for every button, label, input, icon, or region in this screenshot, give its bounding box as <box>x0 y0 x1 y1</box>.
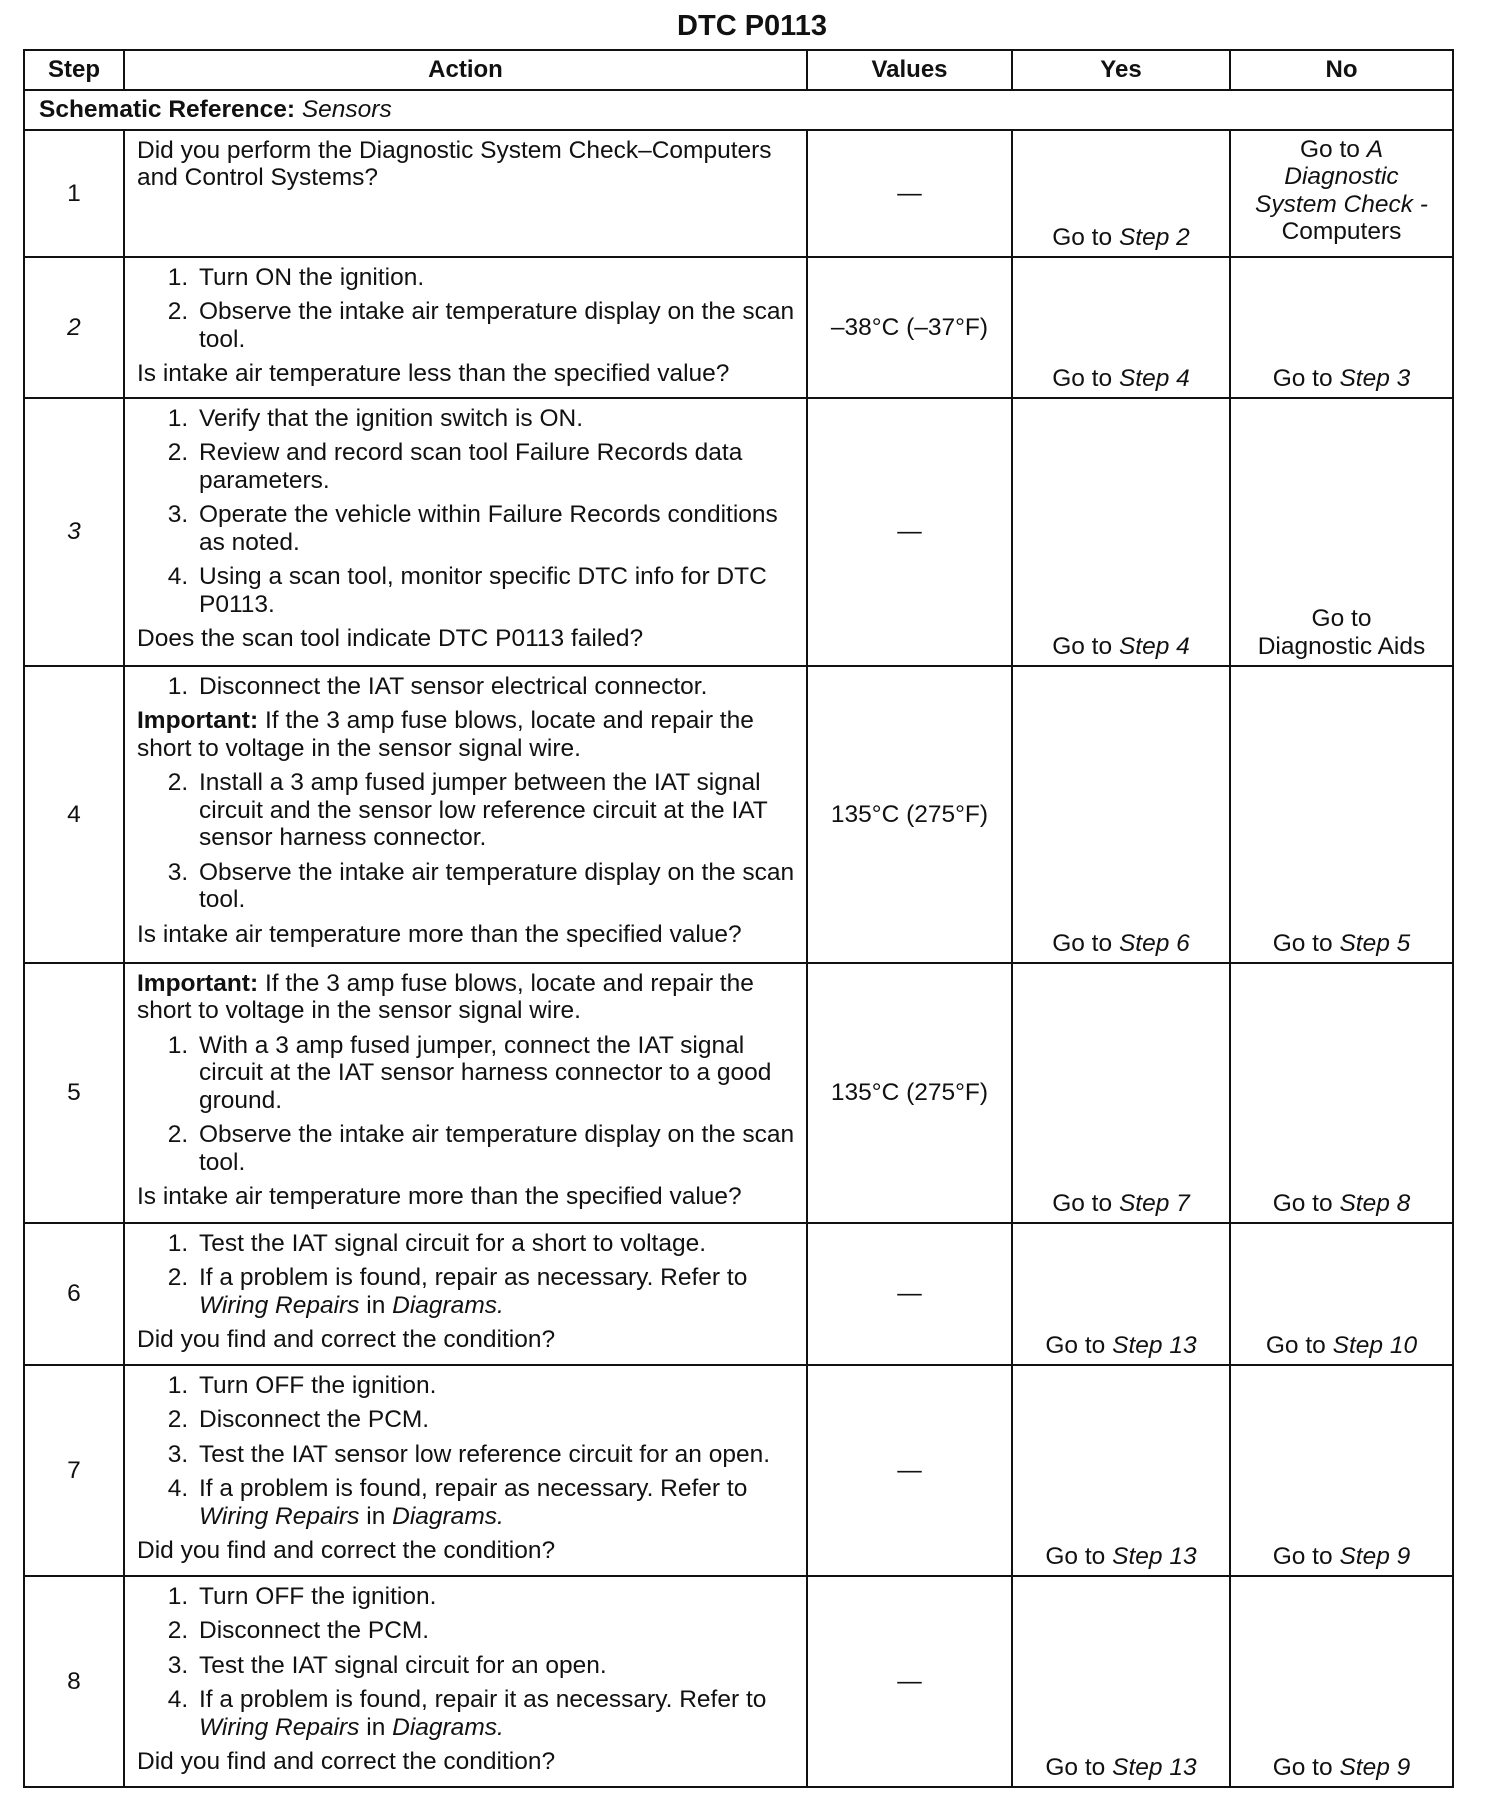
step-question: Is intake air temperature more than the specified value? <box>137 1183 742 1211</box>
step-row-8 <box>24 1576 1453 1787</box>
action-cell <box>124 1223 807 1365</box>
action-item: 3. Observe the intake air temperature display on the scan tool. <box>195 859 798 914</box>
value-cell: 135°C (275°F) <box>807 963 1012 1223</box>
no-cell: Go to Step 9 <box>1230 1365 1453 1576</box>
yes-cell: Go to Step 7 <box>1012 963 1230 1223</box>
action-item: 1. Turn OFF the ignition. <box>195 1583 798 1610</box>
value-cell: 135°C (275°F) <box>807 666 1012 963</box>
step-number: 3 <box>24 398 124 666</box>
important-note: Important: If the 3 amp fuse blows, locate and repair the short to voltage in the sensor signal wire. <box>137 970 754 1025</box>
step-question: Is intake air temperature less than the specified value? <box>137 360 730 388</box>
header-no: No <box>1230 50 1453 90</box>
yes-cell: Go to Step 13 <box>1012 1365 1230 1576</box>
step-number: 8 <box>24 1576 124 1787</box>
action-item: 1. Verify that the ignition switch is ON. <box>195 405 798 432</box>
step-number: 4 <box>24 666 124 963</box>
step-row-6 <box>24 1223 1453 1365</box>
step-number: 2 <box>24 257 124 398</box>
no-cell: Go to Step 10 <box>1230 1223 1453 1365</box>
yes-cell: Go to Step 13 <box>1012 1576 1230 1787</box>
step-row-7 <box>24 1365 1453 1576</box>
step-question: Did you find and correct the condition? <box>137 1748 556 1776</box>
schematic-reference: Schematic Reference: Sensors <box>24 90 1453 130</box>
action-item: 3. Operate the vehicle within Failure Records conditions as noted. <box>195 501 798 556</box>
no-cell: Go to Step 9 <box>1230 1576 1453 1787</box>
action-cell <box>124 257 807 398</box>
action-item: 2. Disconnect the PCM. <box>195 1406 798 1433</box>
yes-cell: Go to Step 2 <box>1012 130 1230 257</box>
action-item: 2. Review and record scan tool Failure Records data parameters. <box>195 439 798 494</box>
step-number: 6 <box>24 1223 124 1365</box>
step-question: Did you find and correct the condition? <box>137 1537 556 1565</box>
schematic-reference-row <box>24 90 1453 130</box>
no-cell: Go to A Diagnostic System Check - Computers <box>1230 130 1453 257</box>
step-question: Does the scan tool indicate DTC P0113 failed? <box>137 625 644 653</box>
action-cell <box>124 1576 807 1787</box>
action-item: 2. Disconnect the PCM. <box>195 1617 798 1644</box>
action-item: 1. Disconnect the IAT sensor electrical connector. <box>195 673 798 700</box>
step-number: 5 <box>24 963 124 1223</box>
action-cell <box>124 963 807 1223</box>
step-row-5 <box>24 963 1453 1223</box>
step-row-3 <box>24 398 1453 666</box>
no-cell: Go to Step 5 <box>1230 666 1453 963</box>
step-question: Did you perform the Diagnostic System Check–Computers and Control Systems? <box>137 137 772 192</box>
header-step: Step <box>24 50 124 90</box>
value-cell: — <box>807 130 1012 257</box>
action-item: 1. Turn ON the ignition. <box>195 264 798 291</box>
step-question: Is intake air temperature more than the specified value? <box>137 920 742 948</box>
step-row-4 <box>24 666 1453 963</box>
action-item: 2. Observe the intake air temperature display on the scan tool. <box>195 298 798 353</box>
step-question: Did you find and correct the condition? <box>137 1326 556 1354</box>
page-title: DTC P0113 <box>677 10 827 42</box>
step-number: 1 <box>24 130 124 257</box>
header-yes: Yes <box>1012 50 1230 90</box>
action-cell <box>124 1365 807 1576</box>
action-cell <box>124 666 807 963</box>
header-values: Values <box>807 50 1012 90</box>
value-cell: — <box>807 1365 1012 1576</box>
action-item: 1. Test the IAT signal circuit for a short to voltage. <box>195 1230 798 1257</box>
no-cell: Go to Diagnostic Aids <box>1230 398 1453 666</box>
action-item: 3. Test the IAT signal circuit for an open. <box>195 1652 798 1679</box>
action-cell <box>124 130 807 257</box>
step-row-2 <box>24 257 1453 398</box>
header-row <box>24 50 1453 90</box>
action-item: 2. Install a 3 amp fused jumper between the IAT signal circuit and the sensor low reference circuit at the IAT sensor harness connector. <box>195 769 798 851</box>
action-item: 2. If a problem is found, repair as necessary. Refer to Wiring Repairs in Diagrams. <box>195 1264 798 1319</box>
value-cell: — <box>807 398 1012 666</box>
value-cell: — <box>807 1223 1012 1365</box>
diagnostic-table <box>23 49 1454 1788</box>
action-item: 1. Turn OFF the ignition. <box>195 1372 798 1399</box>
yes-cell: Go to Step 4 <box>1012 398 1230 666</box>
no-cell: Go to Step 8 <box>1230 963 1453 1223</box>
value-cell: –38°C (–37°F) <box>807 257 1012 398</box>
action-item: 4. If a problem is found, repair it as necessary. Refer to Wiring Repairs in Diagrams. <box>195 1686 798 1741</box>
action-item: 2. Observe the intake air temperature display on the scan tool. <box>195 1121 798 1176</box>
step-row-1 <box>24 130 1453 257</box>
action-cell <box>124 398 807 666</box>
action-item: 4. If a problem is found, repair as necessary. Refer to Wiring Repairs in Diagrams. <box>195 1475 798 1530</box>
no-cell: Go to Step 3 <box>1230 257 1453 398</box>
action-item: 1. With a 3 amp fused jumper, connect the IAT signal circuit at the IAT sensor harness connector to a good ground. <box>195 1032 798 1114</box>
action-item: 4. Using a scan tool, monitor specific DTC info for DTC P0113. <box>195 563 798 618</box>
yes-cell: Go to Step 13 <box>1012 1223 1230 1365</box>
yes-cell: Go to Step 4 <box>1012 257 1230 398</box>
action-item: 3. Test the IAT sensor low reference circuit for an open. <box>195 1441 798 1468</box>
header-action: Action <box>124 50 807 90</box>
important-note: Important: If the 3 amp fuse blows, locate and repair the short to voltage in the sensor signal wire. <box>137 707 754 762</box>
step-number: 7 <box>24 1365 124 1576</box>
value-cell: — <box>807 1576 1012 1787</box>
yes-cell: Go to Step 6 <box>1012 666 1230 963</box>
